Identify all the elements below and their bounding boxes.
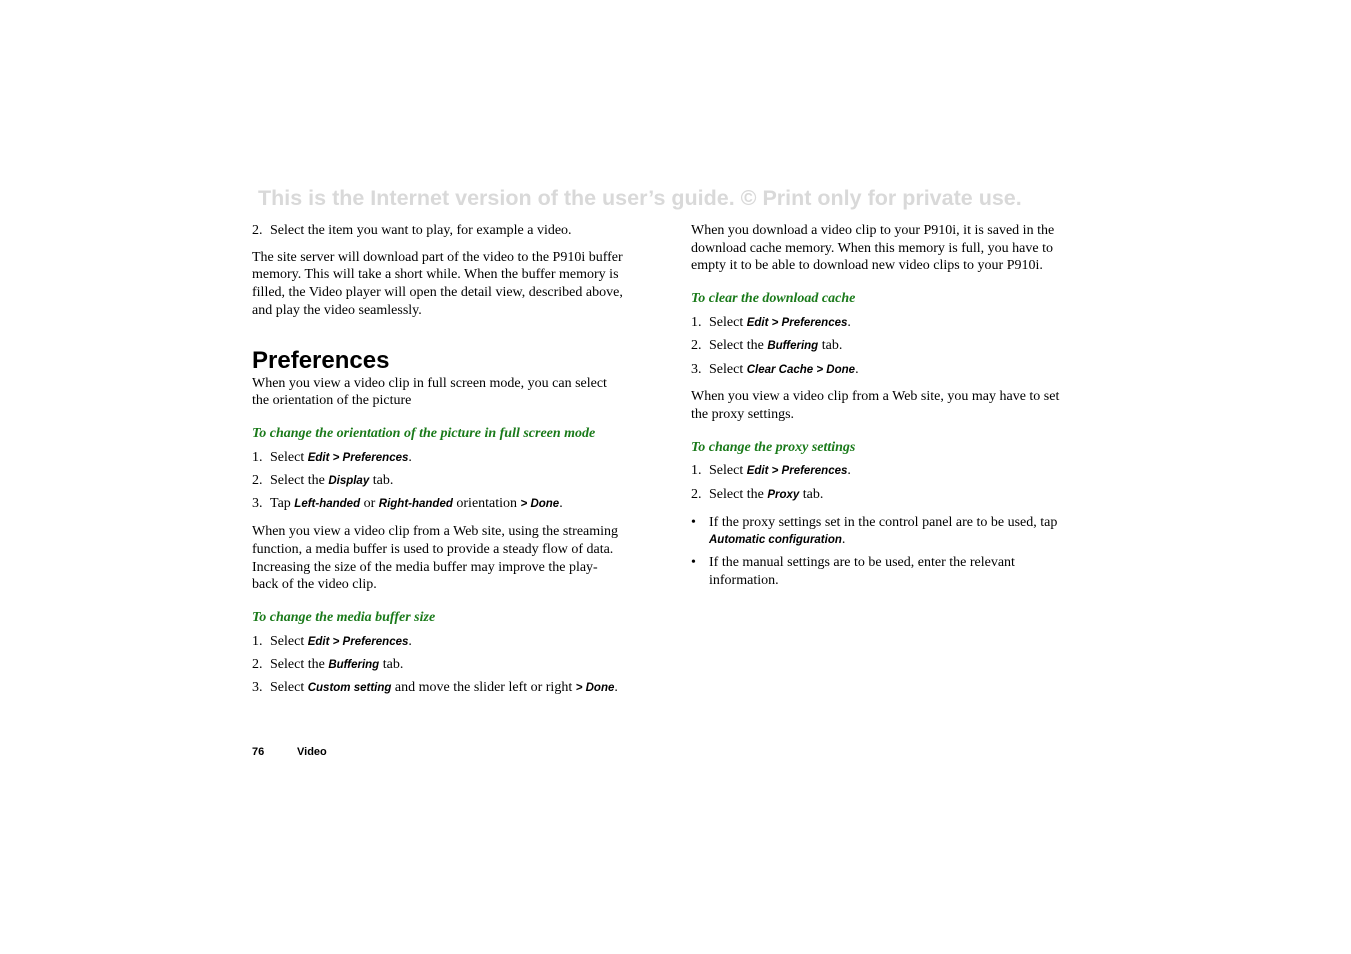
step-number: 1. <box>691 314 702 330</box>
list-item <box>252 449 624 468</box>
list-item <box>691 462 1063 481</box>
tab-name: Proxy <box>767 488 800 501</box>
intro-step-list <box>252 222 624 240</box>
proxy-subheading: To change the proxy settings <box>691 439 856 455</box>
step-text: Tap <box>270 496 295 512</box>
proxy-steps <box>691 462 1063 504</box>
proxy-bullets <box>691 514 1063 590</box>
step-text: . <box>847 463 851 479</box>
step-text: Select <box>270 633 308 649</box>
step-text: Select the <box>709 338 768 354</box>
bullet-text: If the proxy settings set in the control panel are to be used, tap <box>709 514 1058 530</box>
list-item <box>691 554 1063 589</box>
menu-path: Edit > Preferences <box>307 451 409 464</box>
step-text: . <box>847 314 851 330</box>
menu-path: Edit > Preferences <box>307 635 409 648</box>
footer-section-title: Video <box>297 746 327 758</box>
step-text: Select the <box>709 486 768 502</box>
step-number: 3. <box>252 680 263 696</box>
cache-paragraph: When you download a video clip to your P910i, it is saved in the download cache memory. When this memory is full, you have to empty it to be able to download new video clips to your P910i. <box>691 223 1055 274</box>
tab-name: Buffering <box>328 659 380 672</box>
list-item <box>691 514 1063 550</box>
list-item <box>252 656 624 675</box>
step-text: Select the <box>270 657 329 673</box>
list-item <box>252 495 624 514</box>
step-text: . <box>559 496 563 512</box>
intro-paragraph: The site server will download part of the video to the P910i buffer memory. This will take a short while. When the buffer memory is filled, the Video player will open the detail view, described above, and play the video seamlessly. <box>252 249 623 318</box>
tab-name: Display <box>328 475 370 488</box>
buffer-paragraph: When you view a video clip from a Web site, using the streaming function, a media buffer is used to provide a steady flow of data. Increasing the size of the media buffer may improve the play-back of the video clip. <box>252 524 619 593</box>
menu-path: Clear Cache > Done <box>746 363 856 376</box>
step-text: Select <box>270 449 308 465</box>
step-number: 3. <box>252 496 263 512</box>
step-text: . <box>614 680 618 696</box>
step-number: 1. <box>252 449 263 465</box>
step-number: 3. <box>691 361 702 377</box>
page-number: 76 <box>252 746 265 758</box>
option-name: Custom setting <box>307 682 392 695</box>
menu-path: Edit > Preferences <box>746 316 848 329</box>
preferences-paragraph: When you view a video clip in full screen mode, you can select the orientation of the picture <box>252 375 607 409</box>
list-item <box>252 679 624 698</box>
list-item <box>252 472 624 491</box>
step-text: tab. <box>799 486 824 502</box>
option-name: Right-handed <box>378 498 453 511</box>
step-text: Select <box>709 314 747 330</box>
orientation-subheading: To change the orientation of the picture in full screen mode <box>252 425 596 441</box>
step-number: 2. <box>252 473 263 489</box>
cache-subheading: To clear the download cache <box>691 291 856 307</box>
list-item <box>691 486 1063 505</box>
step-number: 2. <box>252 657 263 673</box>
step-text: tab. <box>379 657 404 673</box>
step-number: 1. <box>691 463 702 479</box>
step-text: orientation <box>452 496 521 512</box>
step-number: 2. <box>691 486 702 502</box>
buffer-steps <box>252 633 624 698</box>
list-item <box>252 222 624 240</box>
step-text: Select the <box>270 473 329 489</box>
cache-steps <box>691 314 1063 379</box>
step-text: tab. <box>369 473 394 489</box>
bullet: • <box>691 514 696 530</box>
left-column <box>252 222 624 707</box>
menu-path: > Done <box>520 498 560 511</box>
step-text: Select the item you want to play, for example a video. <box>270 223 572 238</box>
tab-name: Buffering <box>767 340 819 353</box>
step-number: 2. <box>252 223 263 238</box>
menu-path: Edit > Preferences <box>746 465 848 478</box>
bullet-text: If the manual settings are to be used, enter the relevant information. <box>709 554 1015 588</box>
menu-path: > Done <box>575 682 615 695</box>
option-name: Left-handed <box>294 498 361 511</box>
list-item <box>691 314 1063 333</box>
orientation-steps <box>252 449 624 514</box>
option-name: Automatic configuration <box>709 534 842 547</box>
step-number: 1. <box>252 633 263 649</box>
right-column <box>691 222 1063 598</box>
step-text: and move the slider left or right <box>391 680 576 696</box>
list-item <box>252 633 624 652</box>
step-text: Select <box>709 361 747 377</box>
step-text: . <box>855 361 859 377</box>
section-heading: Preferences <box>252 346 390 374</box>
bullet: • <box>691 554 696 570</box>
step-text: . <box>408 449 412 465</box>
step-text: tab. <box>818 338 843 354</box>
watermark: This is the Internet version of the user’s guide. © Print only for private use. <box>258 186 1022 210</box>
step-text: Select <box>709 463 747 479</box>
step-text: . <box>408 633 412 649</box>
step-text: Select <box>270 680 308 696</box>
list-item <box>691 337 1063 356</box>
bullet-text: . <box>841 532 846 548</box>
step-text: or <box>360 496 379 512</box>
buffer-subheading: To change the media buffer size <box>252 609 436 625</box>
step-number: 2. <box>691 338 702 354</box>
proxy-paragraph: When you view a video clip from a Web site, you may have to set the proxy settings. <box>691 389 1060 422</box>
list-item <box>691 361 1063 380</box>
